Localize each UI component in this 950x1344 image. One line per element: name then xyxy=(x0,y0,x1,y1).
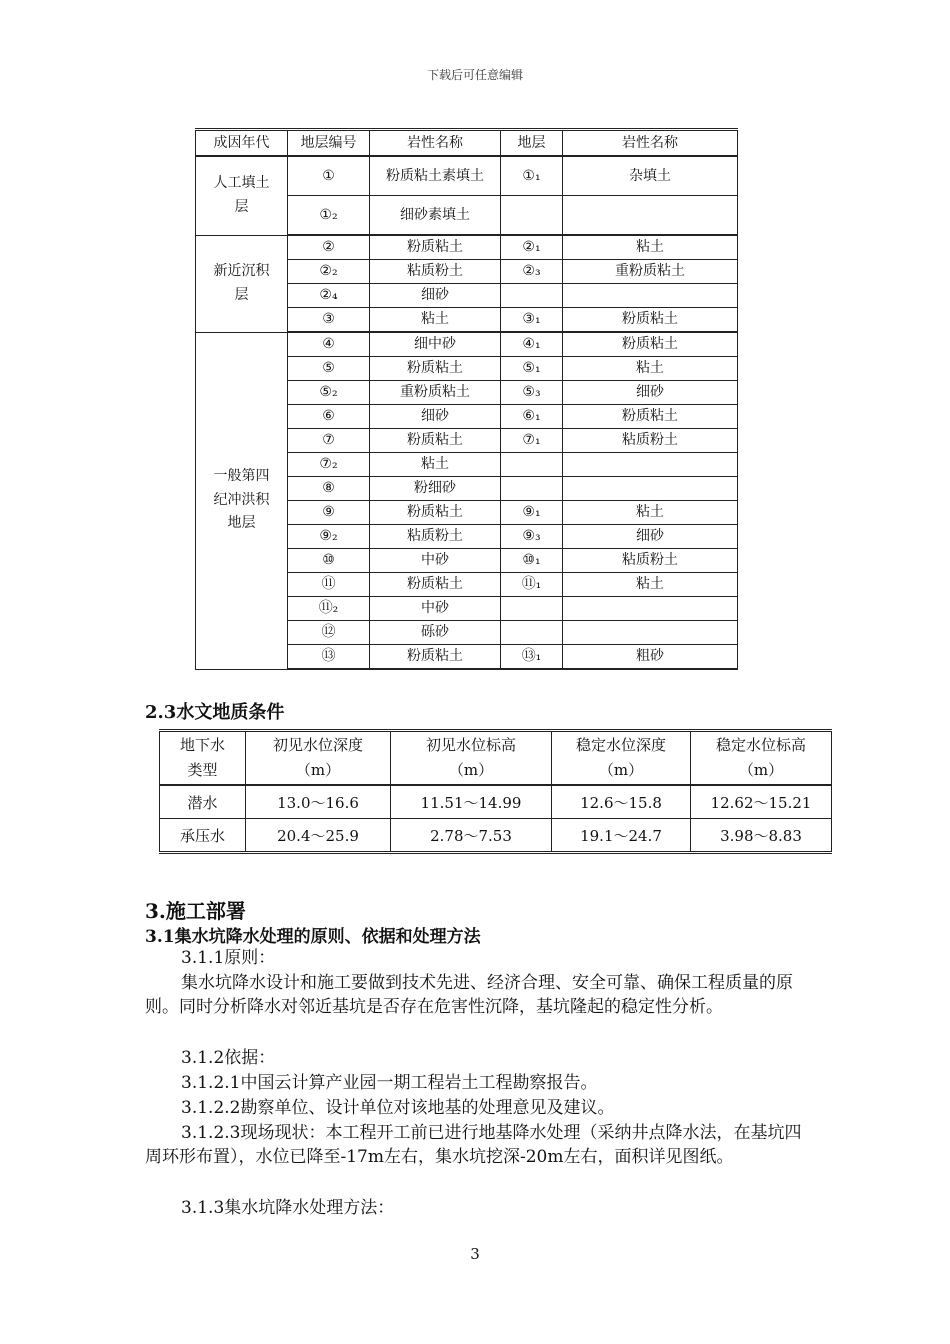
table-cell: ⑨₁ xyxy=(501,501,563,525)
table-cell: 细砂素填土 xyxy=(370,196,501,236)
group-label xyxy=(196,332,288,669)
table-cell: ③₁ xyxy=(501,308,563,333)
col-header: 地层编号 xyxy=(288,130,370,157)
table-cell: 粘质粉土 xyxy=(563,549,738,573)
col-header: 地下水 类型 xyxy=(160,731,246,786)
table-cell: 细砂 xyxy=(370,405,501,429)
table-row xyxy=(196,156,738,196)
paragraph: 3.1.2.1中国云计算产业园一期工程岩土工程勘察报告。 xyxy=(181,1073,598,1093)
table-row xyxy=(160,785,832,819)
table-cell: ②₂ xyxy=(288,260,370,284)
table-cell xyxy=(563,621,738,645)
table-cell: ②₁ xyxy=(501,235,563,260)
table-cell xyxy=(501,284,563,308)
paragraph: 3.1.1原则： xyxy=(181,948,276,968)
table-cell: 粉质粘土 xyxy=(370,235,501,260)
table-cell: ①₂ xyxy=(288,196,370,236)
table-cell: 粘质粉土 xyxy=(370,260,501,284)
table-cell: ④ xyxy=(288,332,370,357)
table-cell: 粉质粘土 xyxy=(370,573,501,597)
table-cell: 12.6～15.8 xyxy=(552,785,691,819)
table-cell: 粉质粘土 xyxy=(563,332,738,357)
table-cell: ⑩₁ xyxy=(501,549,563,573)
col-header: 岩性名称 xyxy=(370,130,501,157)
paragraph: 3.1.2依据： xyxy=(181,1048,276,1068)
groundwater-table xyxy=(159,729,832,854)
paragraph: 3.1.3集水坑降水处理方法： xyxy=(181,1198,395,1218)
table-cell: ② xyxy=(288,235,370,260)
table-cell: ⑥ xyxy=(288,405,370,429)
group-label-line: 层 xyxy=(234,198,249,215)
table-cell: 粉细砂 xyxy=(370,477,501,501)
page-header: 下载后可任意编辑 xyxy=(426,68,523,82)
table-cell: 粘质粉土 xyxy=(370,525,501,549)
table-cell: 粘土 xyxy=(563,235,738,260)
table-cell: 粗砂 xyxy=(563,645,738,670)
table-cell xyxy=(501,597,563,621)
table-cell: ②₃ xyxy=(501,260,563,284)
table-cell: ⑩ xyxy=(288,549,370,573)
col-header: 稳定水位深度 （m） xyxy=(552,731,691,786)
table-cell: 粉质粘土 xyxy=(370,501,501,525)
table-cell: 3.98～8.83 xyxy=(691,819,832,853)
table-cell: 杂填土 xyxy=(563,156,738,196)
col-header: 成因年代 xyxy=(196,130,288,157)
group-label-line: 人工填土 xyxy=(213,174,270,191)
col-header: 初见水位深度 （m） xyxy=(246,731,391,786)
table-row xyxy=(160,819,832,853)
table-cell: ⑦₁ xyxy=(501,429,563,453)
table-cell: 粉质粘土 xyxy=(370,429,501,453)
table-cell: ⑪ xyxy=(288,573,370,597)
col-header: 稳定水位标高 （m） xyxy=(691,731,832,786)
table-cell: 20.4～25.9 xyxy=(246,819,391,853)
table-cell xyxy=(563,597,738,621)
table-cell: 19.1～24.7 xyxy=(552,819,691,853)
table-cell: ⑤₃ xyxy=(501,381,563,405)
table-cell: ⑨ xyxy=(288,501,370,525)
table-row xyxy=(196,235,738,260)
table-cell: 12.62～15.21 xyxy=(691,785,832,819)
col-header: 初见水位标高 （m） xyxy=(391,731,552,786)
table-cell: ②₄ xyxy=(288,284,370,308)
table-cell: 11.51～14.99 xyxy=(391,785,552,819)
table-header-row xyxy=(160,731,832,786)
table-cell: 中砂 xyxy=(370,549,501,573)
table-cell: ④₁ xyxy=(501,332,563,357)
group-label xyxy=(196,235,288,332)
table-cell: 粉质粘土 xyxy=(370,357,501,381)
group-label xyxy=(196,156,288,235)
table-cell xyxy=(563,453,738,477)
subsection-heading: 3.1集水坑降水处理的原则、依据和处理方法 xyxy=(145,927,481,947)
table-cell xyxy=(501,453,563,477)
col-header: 地层 xyxy=(501,130,563,157)
table-cell: 中砂 xyxy=(370,597,501,621)
table-cell: 粘土 xyxy=(563,573,738,597)
table-cell: 粘质粉土 xyxy=(563,429,738,453)
table-cell xyxy=(563,477,738,501)
table-cell: ⑬ xyxy=(288,645,370,670)
table-cell: ⑪₁ xyxy=(501,573,563,597)
table-cell: 重粉质粘土 xyxy=(563,260,738,284)
table-cell: 粉质粘土 xyxy=(563,405,738,429)
table-cell: ①₁ xyxy=(501,156,563,196)
table-cell: ⑬₁ xyxy=(501,645,563,670)
group-label-line: 层 xyxy=(234,286,249,303)
col-header: 岩性名称 xyxy=(563,130,738,157)
table-cell: ① xyxy=(288,156,370,196)
table-cell: ③ xyxy=(288,308,370,333)
table-cell: 承压水 xyxy=(160,819,246,853)
table-cell: 细砂 xyxy=(563,381,738,405)
table-cell: ⑤₂ xyxy=(288,381,370,405)
table-cell: 细砂 xyxy=(563,525,738,549)
table-cell: ⑨₃ xyxy=(501,525,563,549)
table-cell: 砾砂 xyxy=(370,621,501,645)
table-cell: ⑪₂ xyxy=(288,597,370,621)
table-cell: 粉质粘土 xyxy=(563,308,738,333)
page-number: 3 xyxy=(470,1245,480,1263)
table-cell: 粉质粘土素填土 xyxy=(370,156,501,196)
group-label-line: 纪冲洪积 xyxy=(213,491,270,508)
table-cell: 粘土 xyxy=(563,357,738,381)
paragraph: 3.1.2.3现场现状：本工程开工前已进行地基降水处理（采纳井点降水法，在基坑四周环形布置），水位已降至-17m左右，集水坑挖深-20m左右，面积详见图纸。 xyxy=(145,1123,802,1167)
table-cell: 细砂 xyxy=(370,284,501,308)
table-cell: ⑨₂ xyxy=(288,525,370,549)
group-label-line: 一般第四 xyxy=(213,467,270,484)
table-cell: 细中砂 xyxy=(370,332,501,357)
table-cell: 粘土 xyxy=(370,308,501,333)
table-cell xyxy=(501,196,563,236)
group-label-line: 地层 xyxy=(227,515,256,532)
table-cell: ⑧ xyxy=(288,477,370,501)
table-cell xyxy=(563,284,738,308)
table-cell: ⑤ xyxy=(288,357,370,381)
paragraph: 3.1.2.2勘察单位、设计单位对该地基的处理意见及建议。 xyxy=(181,1098,615,1118)
table-cell: 2.78～7.53 xyxy=(391,819,552,853)
table-cell: ⑦₂ xyxy=(288,453,370,477)
table-cell: 潜水 xyxy=(160,785,246,819)
table-cell: ⑤₁ xyxy=(501,357,563,381)
table-cell xyxy=(501,477,563,501)
table-cell: ⑫ xyxy=(288,621,370,645)
chapter-heading: 3.施工部署 xyxy=(145,899,246,923)
stratum-table xyxy=(195,128,738,670)
group-label-line: 新近沉积 xyxy=(213,262,270,279)
table-cell: 粘土 xyxy=(563,501,738,525)
table-row xyxy=(196,332,738,357)
table-cell: 粘土 xyxy=(370,453,501,477)
table-cell: ⑦ xyxy=(288,429,370,453)
table-cell xyxy=(563,196,738,236)
table-cell xyxy=(501,621,563,645)
table-cell: 粉质粘土 xyxy=(370,645,501,670)
table-cell: 重粉质粘土 xyxy=(370,381,501,405)
table-cell: 13.0～16.6 xyxy=(246,785,391,819)
section-heading: 2.3水文地质条件 xyxy=(145,702,285,723)
table-cell: ⑥₁ xyxy=(501,405,563,429)
paragraph: 集水坑降水设计和施工要做到技术先进、经济合理、安全可靠、确保工程质量的原则。同时分析降水对邻近基坑是否存在危害性沉降，基坑隆起的稳定性分析。 xyxy=(145,973,793,1017)
